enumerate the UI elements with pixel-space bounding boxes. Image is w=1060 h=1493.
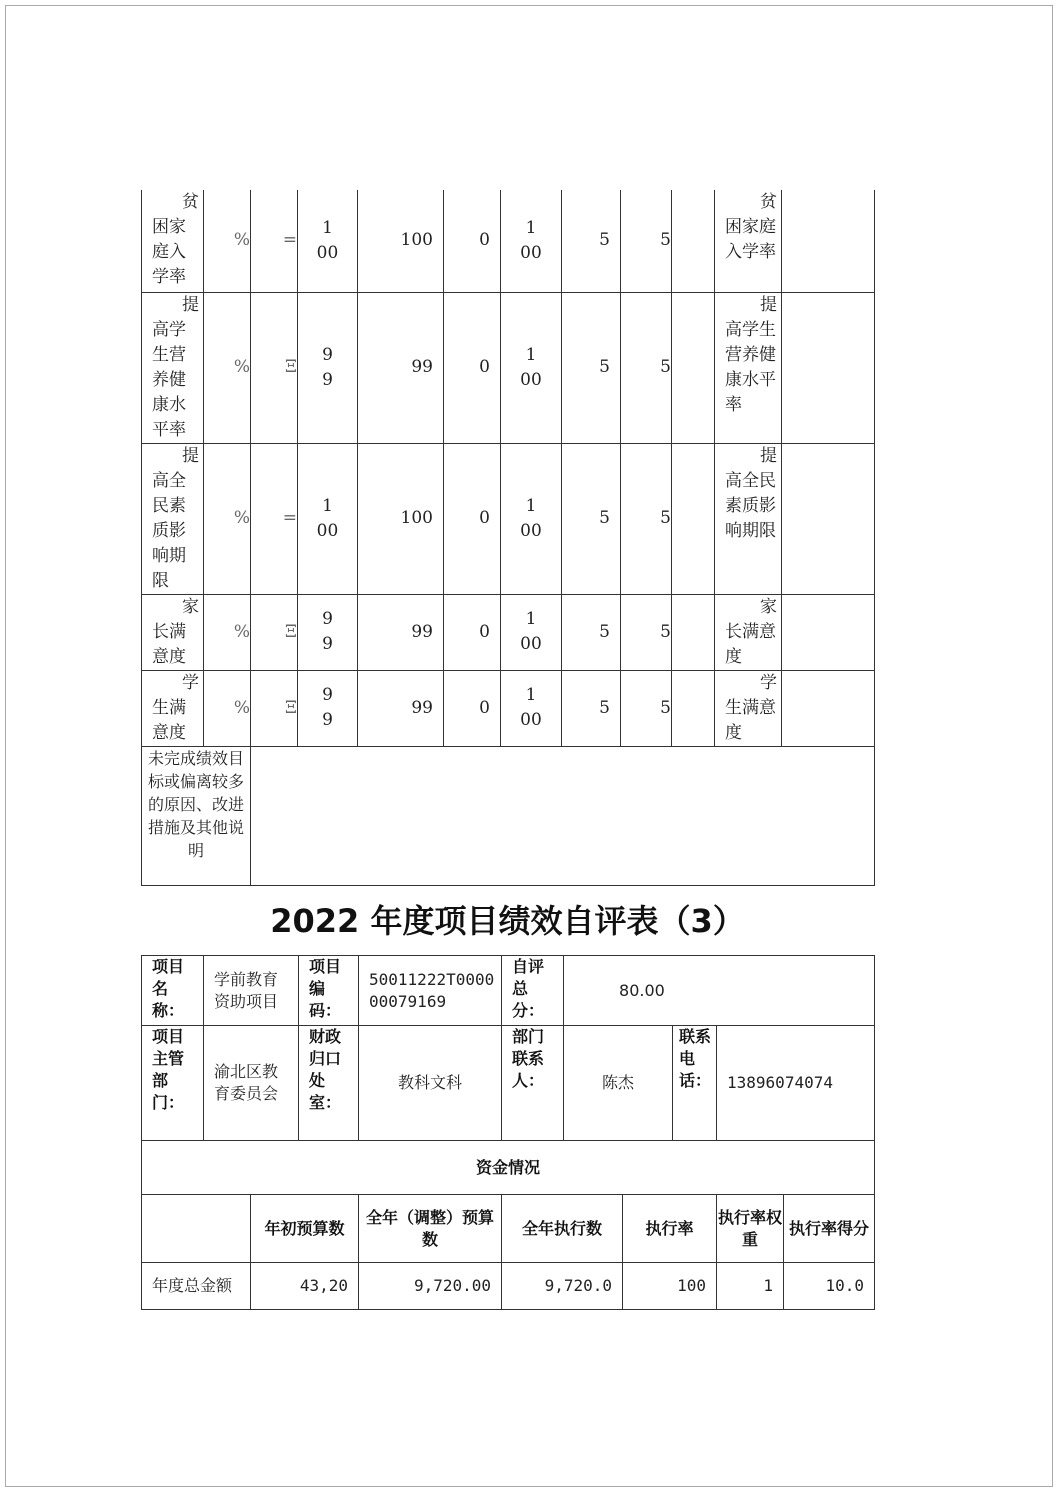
indicator-name bbox=[142, 292, 204, 443]
funds-header-adjusted-budget: 全年（调整）预算数 bbox=[359, 1195, 502, 1263]
indicator-actual: 100 bbox=[358, 190, 444, 292]
indicator-deviation: 0 bbox=[444, 670, 501, 746]
indicator-remark bbox=[782, 190, 875, 292]
indicator-name bbox=[142, 670, 204, 746]
finance-office-label: 财政归口处室： bbox=[299, 1026, 359, 1141]
indicator-name-rest: 高全民素质影响期限 bbox=[152, 470, 186, 591]
indicator-symbol: = bbox=[251, 443, 298, 594]
funds-header-blank bbox=[142, 1195, 251, 1263]
indicator-unit: % bbox=[204, 292, 251, 443]
indicator-symbol: Ξ bbox=[251, 670, 298, 746]
indicator-name-lead: 提 bbox=[182, 294, 199, 315]
shortfall-note-label: 未完成绩效目标或偏离较多的原因、改进措施及其他说明 bbox=[142, 746, 251, 885]
indicator-row bbox=[142, 594, 875, 670]
indicator-score: 5 bbox=[621, 292, 672, 443]
indicator-completion: 1 00 bbox=[501, 443, 562, 594]
indicator-symbol: Ξ bbox=[251, 292, 298, 443]
shortfall-note-row bbox=[142, 746, 875, 885]
indicator-name-rest: 生满意度 bbox=[152, 697, 186, 743]
indicator-blank bbox=[672, 292, 715, 443]
indicator-name bbox=[142, 594, 204, 670]
funds-section-title: 资金情况 bbox=[142, 1141, 875, 1195]
self-score-value: 80.00 bbox=[564, 956, 875, 1026]
funds-rate-score: 10.0 bbox=[784, 1263, 875, 1310]
project-name-value: 学前教育资助项目 bbox=[204, 956, 299, 1026]
indicator-name-rest: 困家庭入学率 bbox=[152, 217, 186, 287]
project-name-label: 项目名称： bbox=[142, 956, 204, 1026]
indicator-name-lead: 学 bbox=[182, 672, 199, 693]
indicator-unit: % bbox=[204, 670, 251, 746]
project-row-2 bbox=[142, 1026, 875, 1141]
funds-initial-budget: 43,20 bbox=[251, 1263, 359, 1310]
form-title: 2022 年度项目绩效自评表（3） bbox=[270, 902, 745, 940]
indicator-weight: 5 bbox=[562, 594, 621, 670]
indicator-target: 1 00 bbox=[298, 190, 358, 292]
indicator-score: 5 bbox=[621, 670, 672, 746]
funds-header-rate-score: 执行率得分 bbox=[784, 1195, 875, 1263]
funds-section-row bbox=[142, 1141, 875, 1195]
indicator-name-repeat: 提 高全民素质影响期限 bbox=[715, 443, 782, 594]
indicator-unit: % bbox=[204, 443, 251, 594]
finance-office-value: 教科文科 bbox=[359, 1026, 502, 1141]
indicator-row bbox=[142, 443, 875, 594]
funds-rate-weight: 1 bbox=[717, 1263, 784, 1310]
indicator-blank bbox=[672, 670, 715, 746]
indicator-target: 1 00 bbox=[298, 443, 358, 594]
shortfall-note-content[interactable] bbox=[251, 746, 875, 885]
indicator-name-repeat: 贫 困家庭入学率 bbox=[715, 190, 782, 292]
funds-header-rate-weight: 执行率权重 bbox=[717, 1195, 784, 1263]
funds-header-executed: 全年执行数 bbox=[502, 1195, 623, 1263]
funds-header-row bbox=[142, 1195, 875, 1263]
funds-row-total bbox=[142, 1263, 875, 1310]
indicator-weight: 5 bbox=[562, 443, 621, 594]
project-code-value: 50011222T000000079169 bbox=[359, 956, 502, 1026]
indicator-blank bbox=[672, 190, 715, 292]
indicator-row bbox=[142, 190, 875, 292]
indicator-target: 9 9 bbox=[298, 292, 358, 443]
funds-executed: 9,720.0 bbox=[502, 1263, 623, 1310]
indicator-symbol: Ξ bbox=[251, 594, 298, 670]
indicator-deviation: 0 bbox=[444, 594, 501, 670]
funds-adjusted-budget: 9,720.00 bbox=[359, 1263, 502, 1310]
indicator-actual: 99 bbox=[358, 594, 444, 670]
indicator-name-lead: 贫 bbox=[182, 192, 199, 212]
indicator-weight: 5 bbox=[562, 190, 621, 292]
indicator-name bbox=[142, 443, 204, 594]
indicator-row bbox=[142, 292, 875, 443]
phone-label: 联系电话： bbox=[673, 1026, 717, 1141]
project-row-1 bbox=[142, 956, 875, 1026]
dept-value: 渝北区教育委员会 bbox=[204, 1026, 299, 1141]
indicator-actual: 99 bbox=[358, 670, 444, 746]
indicator-unit: % bbox=[204, 190, 251, 292]
indicator-completion: 1 00 bbox=[501, 594, 562, 670]
indicator-remark bbox=[782, 292, 875, 443]
indicator-remark bbox=[782, 670, 875, 746]
indicator-deviation: 0 bbox=[444, 190, 501, 292]
funds-execution-rate: 100 bbox=[623, 1263, 717, 1310]
indicator-name-lead: 提 bbox=[182, 445, 199, 466]
indicator-name-repeat: 提 高学生营养健康水平率 bbox=[715, 292, 782, 443]
indicator-remark bbox=[782, 594, 875, 670]
dept-label: 项目主管部门： bbox=[142, 1026, 204, 1141]
indicator-completion: 1 00 bbox=[501, 292, 562, 443]
self-score-label: 自评总分： bbox=[502, 956, 564, 1026]
indicator-name-repeat: 学 生满意度 bbox=[715, 670, 782, 746]
indicator-target: 9 9 bbox=[298, 670, 358, 746]
indicator-row bbox=[142, 670, 875, 746]
indicator-score: 5 bbox=[621, 443, 672, 594]
indicator-weight: 5 bbox=[562, 670, 621, 746]
funds-header-execution-rate: 执行率 bbox=[623, 1195, 717, 1263]
indicator-name bbox=[142, 190, 204, 292]
indicator-actual: 99 bbox=[358, 292, 444, 443]
funds-row-label: 年度总金额 bbox=[142, 1263, 251, 1310]
project-info-table bbox=[141, 955, 875, 1310]
indicator-score: 5 bbox=[621, 594, 672, 670]
indicator-unit: % bbox=[204, 594, 251, 670]
indicator-deviation: 0 bbox=[444, 443, 501, 594]
phone-value: 13896074074 bbox=[717, 1026, 875, 1141]
indicator-weight: 5 bbox=[562, 292, 621, 443]
contact-label: 部门联系人： bbox=[502, 1026, 564, 1141]
contact-value: 陈杰 bbox=[564, 1026, 673, 1141]
indicator-name-rest: 高学生营养健康水平率 bbox=[152, 319, 186, 440]
indicator-symbol: = bbox=[251, 190, 298, 292]
indicator-name-lead: 家 bbox=[182, 596, 199, 617]
indicator-blank bbox=[672, 443, 715, 594]
indicator-name-rest: 长满意度 bbox=[152, 621, 186, 667]
indicator-deviation: 0 bbox=[444, 292, 501, 443]
indicator-score: 5 bbox=[621, 190, 672, 292]
indicator-actual: 100 bbox=[358, 443, 444, 594]
funds-header-initial-budget: 年初预算数 bbox=[251, 1195, 359, 1263]
indicator-target: 9 9 bbox=[298, 594, 358, 670]
project-code-label: 项目编码： bbox=[299, 956, 359, 1026]
indicator-name-repeat: 家 长满意度 bbox=[715, 594, 782, 670]
indicator-completion: 1 00 bbox=[501, 190, 562, 292]
indicator-remark bbox=[782, 443, 875, 594]
indicator-table bbox=[141, 190, 875, 886]
indicator-completion: 1 00 bbox=[501, 670, 562, 746]
indicator-blank bbox=[672, 594, 715, 670]
